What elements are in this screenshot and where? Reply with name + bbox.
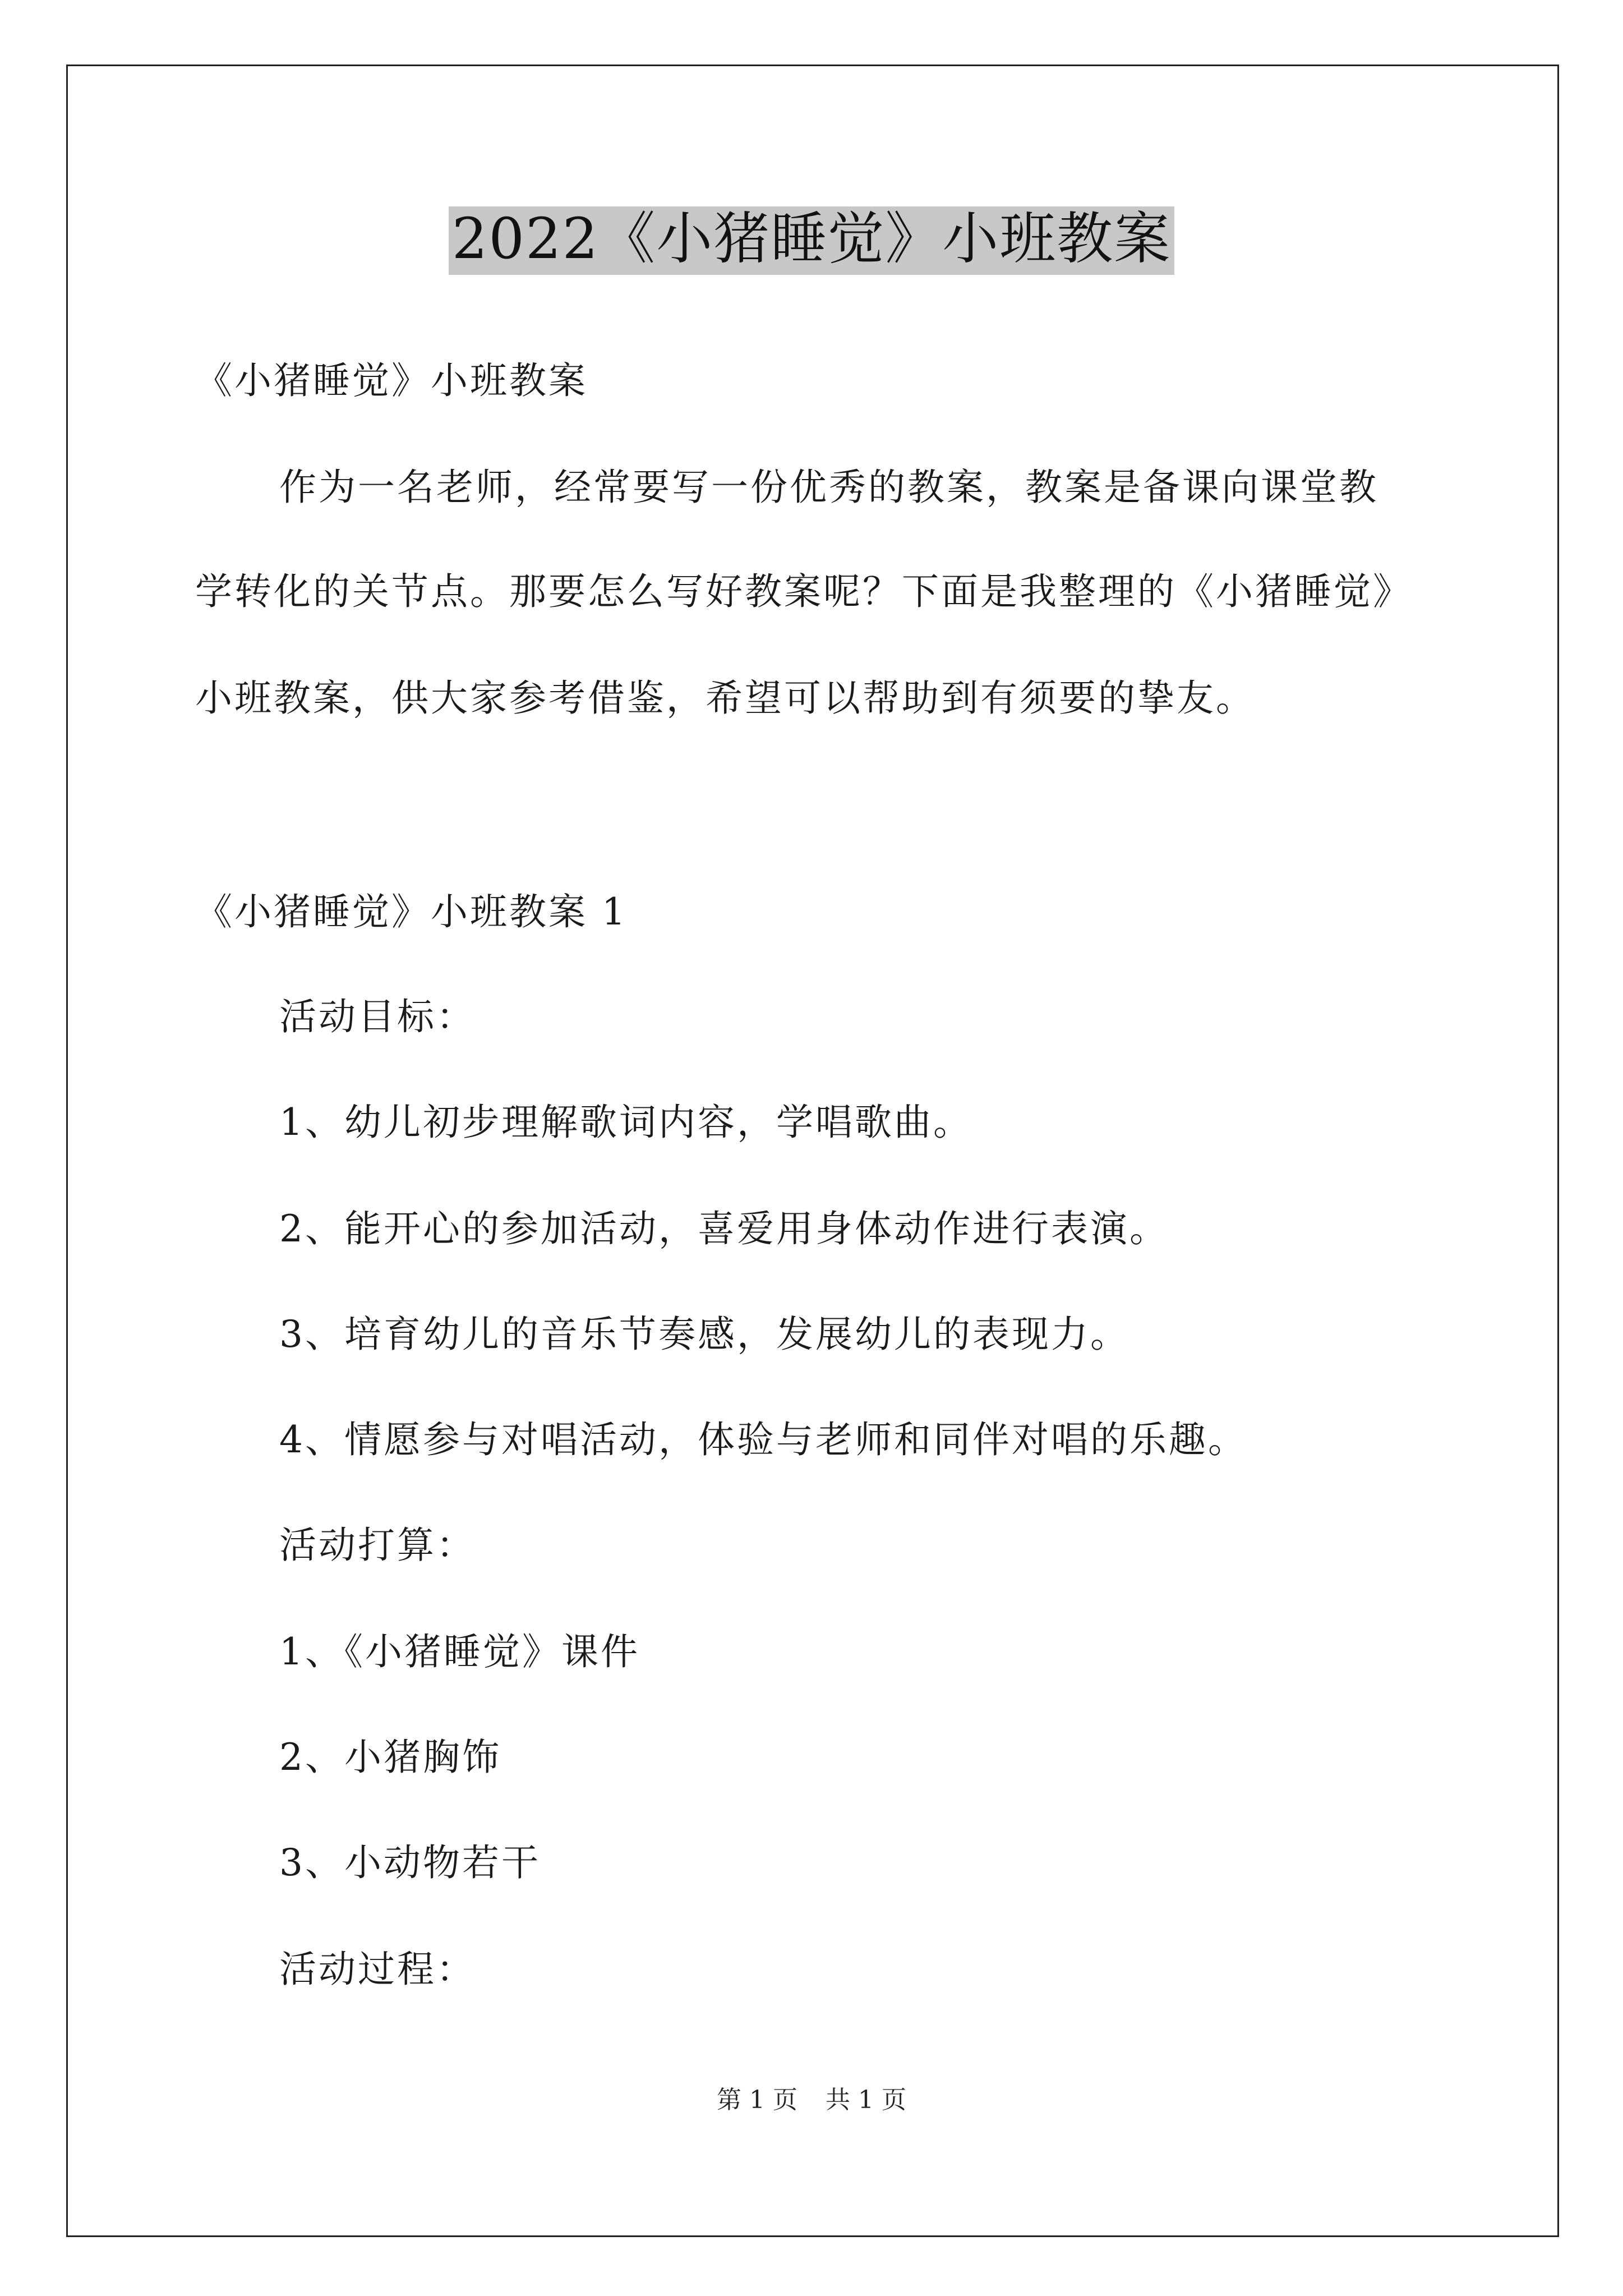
goal-item-4: 4、情愿参与对唱活动，体验与老师和同伴对唱的乐趣。 xyxy=(279,1418,1247,1461)
section-title: 《小猪睡觉》小班教案 1 xyxy=(195,890,628,933)
goals-heading: 活动目标： xyxy=(279,995,476,1038)
document-subtitle: 《小猪睡觉》小班教案 xyxy=(195,359,588,402)
goal-item-2: 2、能开心的参加活动，喜爱用身体动作进行表演。 xyxy=(279,1207,1169,1250)
prep-item-2: 2、小猪胸饰 xyxy=(279,1736,501,1779)
page-number-current: 第 1 页 xyxy=(717,2086,797,2114)
intro-line-3: 小班教案，供大家参考借鉴，希望可以帮助到有须要的挚友。 xyxy=(195,677,1255,720)
prep-heading: 活动打算： xyxy=(279,1524,476,1567)
process-heading: 活动过程： xyxy=(279,1948,476,1991)
goal-item-1: 1、幼儿初步理解歌词内容，学唱歌曲。 xyxy=(279,1101,972,1144)
intro-line-2: 学转化的关节点。那要怎么写好教案呢？下面是我整理的《小猪睡觉》 xyxy=(195,570,1412,613)
document-title-wrapper xyxy=(0,206,1623,275)
prep-item-3: 3、小动物若干 xyxy=(279,1841,541,1884)
intro-line-1: 作为一名老师，经常要写一份优秀的教案，教案是备课向课堂教 xyxy=(279,466,1378,509)
page-footer xyxy=(0,2088,1623,2113)
document-title: 2022《小猪睡觉》小班教案 xyxy=(449,206,1175,275)
prep-item-1: 1、《小猪睡觉》课件 xyxy=(279,1630,640,1673)
goal-item-3: 3、培育幼儿的音乐节奏感，发展幼儿的表现力。 xyxy=(279,1313,1129,1356)
page-number-total: 共 1 页 xyxy=(826,2086,906,2114)
